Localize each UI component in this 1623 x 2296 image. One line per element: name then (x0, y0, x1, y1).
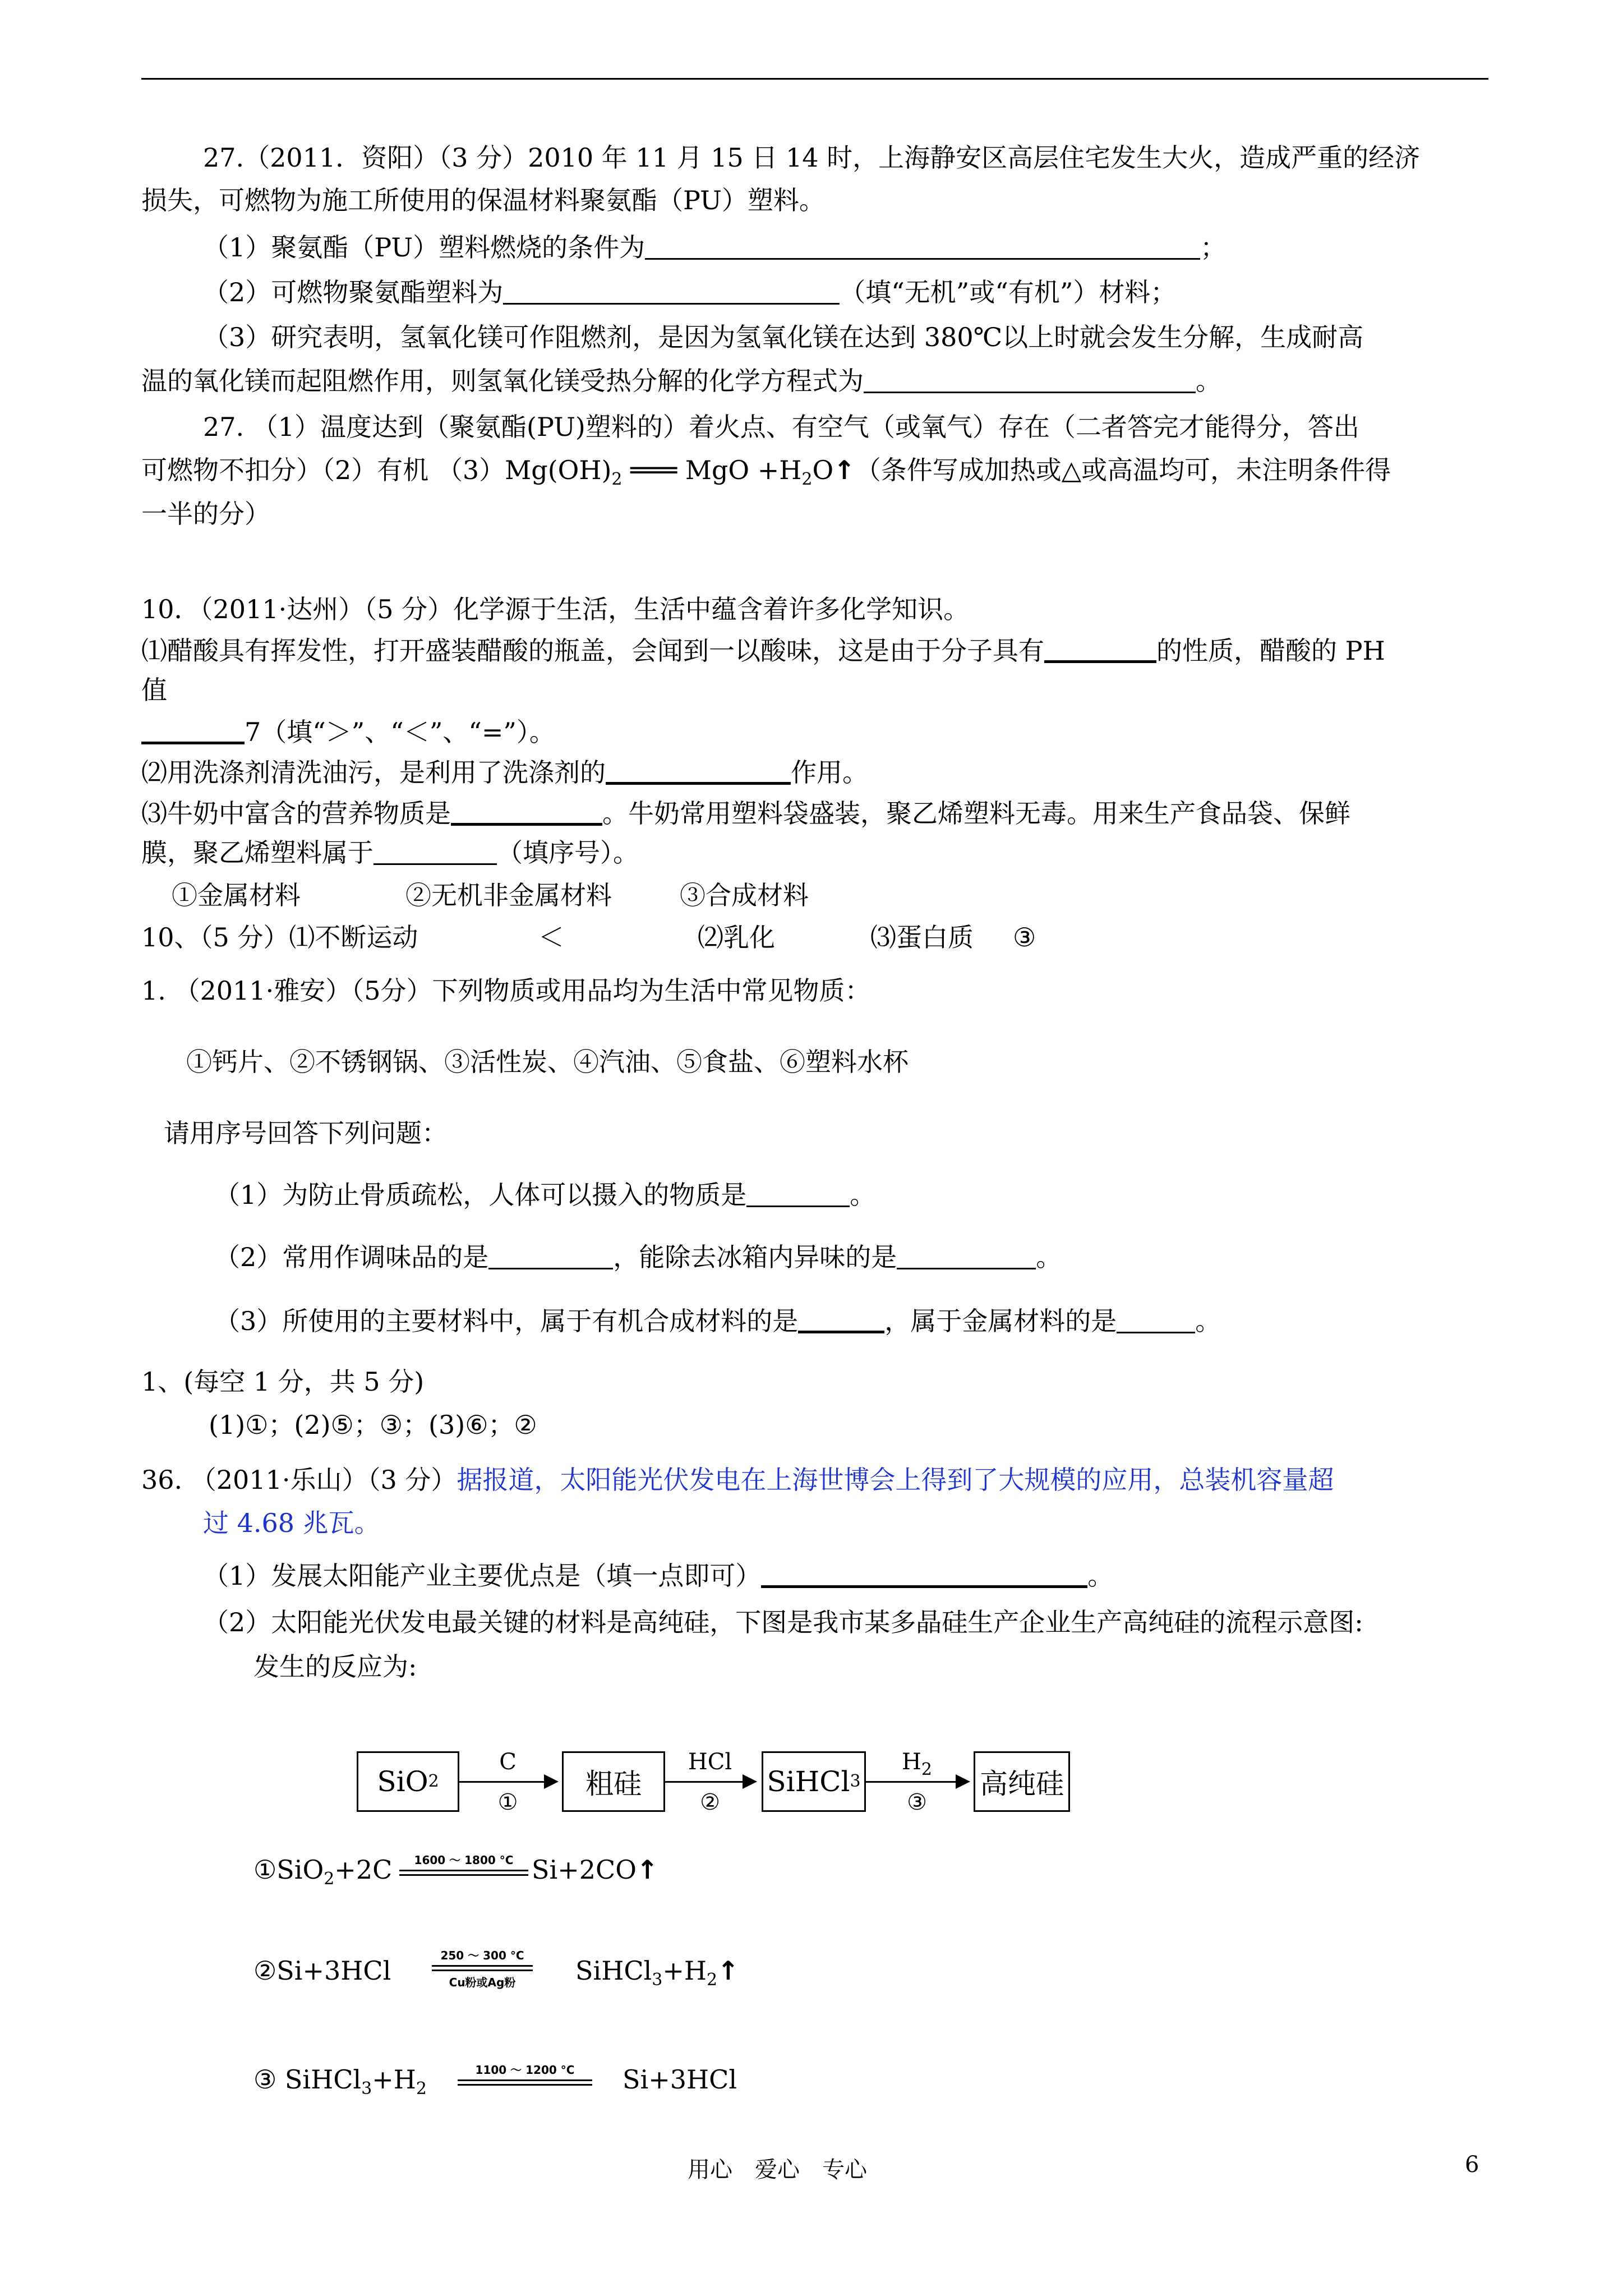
reaction-3-condition: 1100 ～ 1200 °C (458, 2061, 592, 2086)
a10-part-3: ⑵乳化 (698, 922, 775, 953)
up-arrow-icon: ↑ (636, 1855, 658, 1885)
q10-text: 。牛奶常用塑料袋盛装，聚乙烯塑料无毒。用来生产食品袋、保鲜 (602, 798, 1350, 829)
q1-text: 。 (850, 1180, 876, 1210)
q1-line-3: 请用序号回答下列问题： (164, 1118, 448, 1148)
reaction-1-product: Si+2CO↑ (532, 1855, 658, 1885)
q10-text: 的性质，醋酸的 PH (1156, 636, 1385, 666)
flow-arrow-1 (459, 1781, 556, 1783)
a27-text: 可燃物不扣分）（2）有机 （3）Mg(OH) (141, 455, 612, 485)
q10-option-1: ①金属材料 (172, 880, 301, 910)
q27-line-6-end: 。 (1196, 366, 1221, 396)
q1-text: ，能除去冰箱内异味的是 (613, 1242, 897, 1272)
q10-line-4 (141, 718, 555, 745)
q10-text: ⑴醋酸具有挥发性，打开盛装醋酸的瓶盖，会闻到一以酸味，这是由于分子具有 (141, 636, 1044, 666)
q10-text: 膜，聚乙烯塑料属于 (141, 838, 374, 868)
a27-line-1: 27. （1）温度达到（聚氨酯(PU)塑料的）着火点、有空气（或氧气）存在（二者答完才能得分，答出 (203, 412, 1359, 442)
subscript: 2 (801, 470, 813, 489)
a27-line-3: 一半的分） (141, 499, 270, 529)
q10-text: ⑵用洗涤剂清洗油污，是利用了洗涤剂的 (141, 757, 606, 788)
flow-arrow-2 (665, 1781, 755, 1783)
q36-text: 36. （2011·乐山）（3 分） (141, 1465, 457, 1495)
reaction-3: ③ $SiHCl_3+H_2$ (253, 2064, 427, 2099)
footer-motto: 用心 爱心 专心 (688, 2157, 867, 2183)
answer-blank (746, 1182, 850, 1207)
q27-line-5: （3）研究表明，氢氧化镁可作阻燃剂，是因为氢氧化镁在达到 380℃以上时就会发生分解，生成耐高 (203, 322, 1364, 352)
reaction-2-condition: 250 ～ 300 °C Cu粉或Ag粉 (432, 1947, 533, 1990)
answer-blank (1117, 1308, 1195, 1333)
q1-text: （1）为防止骨质疏松，人体可以摄入的物质是 (214, 1180, 747, 1210)
q1-text: 。 (1195, 1306, 1221, 1336)
answer-blank (645, 234, 1200, 260)
up-arrow-icon: ↑ (717, 1955, 739, 1986)
q10-option-2: ②无机非金属材料 (405, 880, 612, 910)
header-rule (141, 78, 1488, 80)
flow-arrow-3 (866, 1781, 968, 1783)
a10-part-2: ＜ (538, 922, 564, 953)
q36-line-3 (203, 1562, 1113, 1589)
q10-line-5 (141, 757, 868, 788)
q10-text: （填序号）。 (497, 838, 639, 868)
flow-arrow-3-step: ③ (907, 1789, 927, 1815)
q10-text: 7（填“＞”、“＜”、“=”）。 (245, 717, 555, 747)
answer-blank (451, 799, 602, 826)
a1-line-2: (1)①；(2)⑤；③；(3)⑥；② (209, 1410, 537, 1440)
q36-line-4: （2）太阳能光伏发电最关键的材料是高纯硅，下图是我市某多晶硅生产企业生产高纯硅的流程示意图: (203, 1607, 1363, 1637)
q10-text: ⑶牛奶中富含的营养物质是 (141, 798, 451, 829)
q10-line-3: 值 (141, 675, 167, 705)
answer-blank (488, 1244, 613, 1269)
a27-text: （条件写成加热或△或高温均可，未注明条件得 (855, 455, 1391, 485)
q27-line-4-end: （填“无机”或“有机”）材料； (840, 277, 1177, 307)
a27-text: ═══ MgO +H (622, 455, 802, 485)
q27-line-4 (203, 279, 1176, 305)
q27-line-2: 损失，可燃物为施工所使用的保温材料聚氨酯（PU）塑料。 (141, 185, 825, 215)
flow-arrow-2-step: ② (700, 1789, 720, 1815)
reaction-2: ②Si+3HCl (253, 1955, 391, 1986)
q36-line-1 (141, 1467, 1334, 1493)
flow-box-pure-silicon: 高纯硅 (974, 1751, 1070, 1812)
a27-text: O (812, 455, 834, 485)
a10-part-1: 10、（5 分）⑴不断运动 (141, 922, 418, 953)
subscript: 2 (611, 470, 623, 489)
answer-blank (1044, 637, 1156, 663)
q36-text: （1）发展太阳能产业主要优点是（填一点即可） (203, 1561, 762, 1591)
a27-line-2 (141, 455, 1391, 489)
q1-text: （3）所使用的主要材料中，属于有机合成材料的是 (214, 1306, 799, 1336)
q10-line-7 (141, 840, 639, 866)
reaction-2-product: $SiHCl_3+H_2↑$ (575, 1955, 739, 1990)
flow-box-sio2: SiO 2 (357, 1751, 459, 1812)
flow-arrow-3-reagent: $H_2$ (902, 1749, 932, 1779)
q1-line-6 (214, 1307, 1221, 1334)
flow-arrow-1-step: ① (497, 1789, 518, 1815)
answer-blank (374, 840, 497, 865)
q36-highlight-text: 据报道，太阳能光伏发电在上海世博会上得到了大规模的应用，总装机容量超 (457, 1465, 1334, 1495)
answer-blank (761, 1562, 1087, 1588)
a10-part-5: ③ (1013, 922, 1036, 953)
answer-blank (503, 279, 840, 305)
q1-line-1: 1. （2011·雅安）（5分）下列物质或用品均为生活中常见物质： (141, 976, 871, 1006)
q10-line-6 (141, 798, 1350, 829)
q27-line-3 (203, 232, 1227, 263)
answer-blank (606, 758, 791, 785)
q27-line-6 (141, 368, 1221, 394)
page-number: 6 (1465, 2152, 1479, 2178)
q10-option-3: ③合成材料 (680, 880, 809, 910)
reaction-3-product: Si+3HCl (623, 2064, 737, 2095)
q10-text: 作用。 (791, 757, 868, 788)
q1-line-5 (214, 1244, 1062, 1270)
q1-text: （2）常用作调味品的是 (214, 1242, 489, 1272)
q27-line-3-end: ； (1200, 232, 1227, 263)
q27-line-1: 27.（2011．资阳）（3 分）2010 年 11 月 15 日 14 时，上海静安区高层住宅发生大火，造成严重的经济 (203, 142, 1421, 173)
answer-blank (864, 368, 1196, 393)
q36-line-5: 发生的反应为: (253, 1651, 417, 1682)
reaction-1-condition: 1600 ～ 1800 °C (399, 1851, 528, 1876)
q10-line-2 (141, 637, 1385, 664)
q1-line-4 (214, 1182, 875, 1208)
reaction-1: ①SiO$_2$+2C (253, 1855, 393, 1889)
q27-line-6-text: 温的氧化镁而起阻燃作用，则氢氧化镁受热分解的化学方程式为 (141, 366, 864, 396)
answer-blank (897, 1244, 1036, 1269)
q27-line-3-text: （1）聚氨酯（PU）塑料燃烧的条件为 (203, 232, 645, 263)
a1-line-1: 1、(每空 1 分，共 5 分) (141, 1366, 425, 1397)
up-arrow-icon: ↑ (833, 455, 855, 485)
q1-line-2: ①钙片、②不锈钢锅、③活性炭、④汽油、⑤食盐、⑥塑料水杯 (186, 1047, 909, 1077)
answer-blank (798, 1307, 884, 1333)
flow-box-sihcl3: SiHCl 3 (762, 1751, 866, 1812)
flow-arrow-2-reagent: HCl (688, 1749, 732, 1775)
answer-blank (141, 718, 245, 744)
q1-text: ，属于金属材料的是 (884, 1306, 1117, 1336)
q36-text: 。 (1087, 1561, 1114, 1591)
flow-arrow-1-reagent: C (499, 1749, 517, 1775)
q36-line-2: 过 4.68 兆瓦。 (203, 1508, 380, 1538)
q10-line-1: 10．（2011·达州）（5 分）化学源于生活，生活中蕴含着许多化学知识。 (141, 594, 970, 624)
a10-part-4: ⑶蛋白质 (870, 922, 974, 953)
flow-box-crude-silicon: 粗硅 (562, 1751, 665, 1812)
q1-text: 。 (1036, 1242, 1062, 1272)
q27-line-4-text: （2）可燃物聚氨酯塑料为 (203, 277, 504, 307)
